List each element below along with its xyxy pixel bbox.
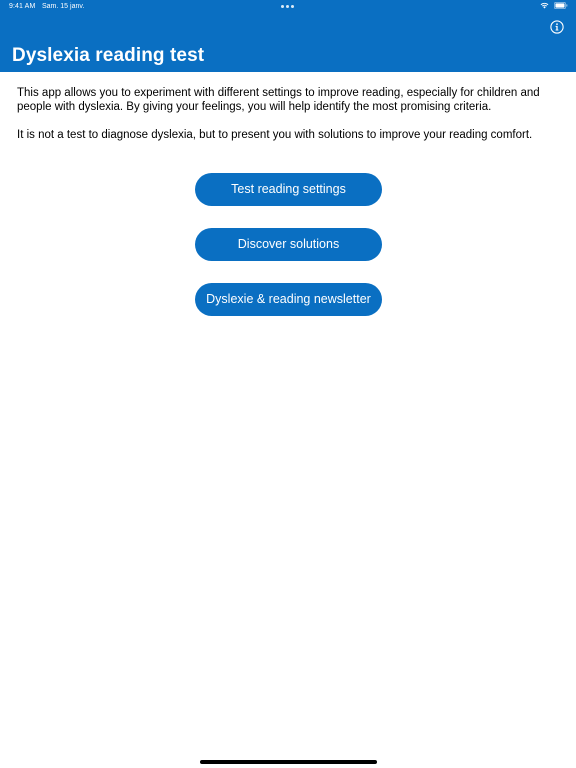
battery-icon (554, 2, 568, 9)
intro-text (17, 86, 562, 142)
info-circle-icon (550, 20, 564, 34)
wifi-icon (540, 2, 549, 9)
status-date: Sam. 15 janv. (42, 3, 85, 10)
disclaimer-paragraph: It is not a test to diagnose dyslexia, but to present you with solutions to improve your reading comfort. (17, 129, 533, 141)
info-button[interactable] (550, 20, 564, 34)
app-header (0, 0, 576, 72)
home-indicator[interactable] (200, 760, 377, 764)
newsletter-button[interactable]: Dyslexie & reading newsletter (195, 283, 382, 316)
action-buttons (195, 173, 382, 338)
discover-solutions-button[interactable]: Discover solutions (195, 228, 382, 261)
status-bar (0, 0, 576, 14)
page-title: Dyslexia reading test (12, 45, 205, 66)
test-reading-settings-button[interactable]: Test reading settings (195, 173, 382, 206)
multitasking-dots-icon[interactable] (281, 5, 294, 8)
intro-paragraph: This app allows you to experiment with different settings to improve reading, especially for children and people with dyslexia. By giving your feelings, you will help identify the most promising criteria. (17, 87, 540, 113)
status-indicators (540, 2, 568, 9)
status-time: 9:41 AM (9, 3, 36, 10)
